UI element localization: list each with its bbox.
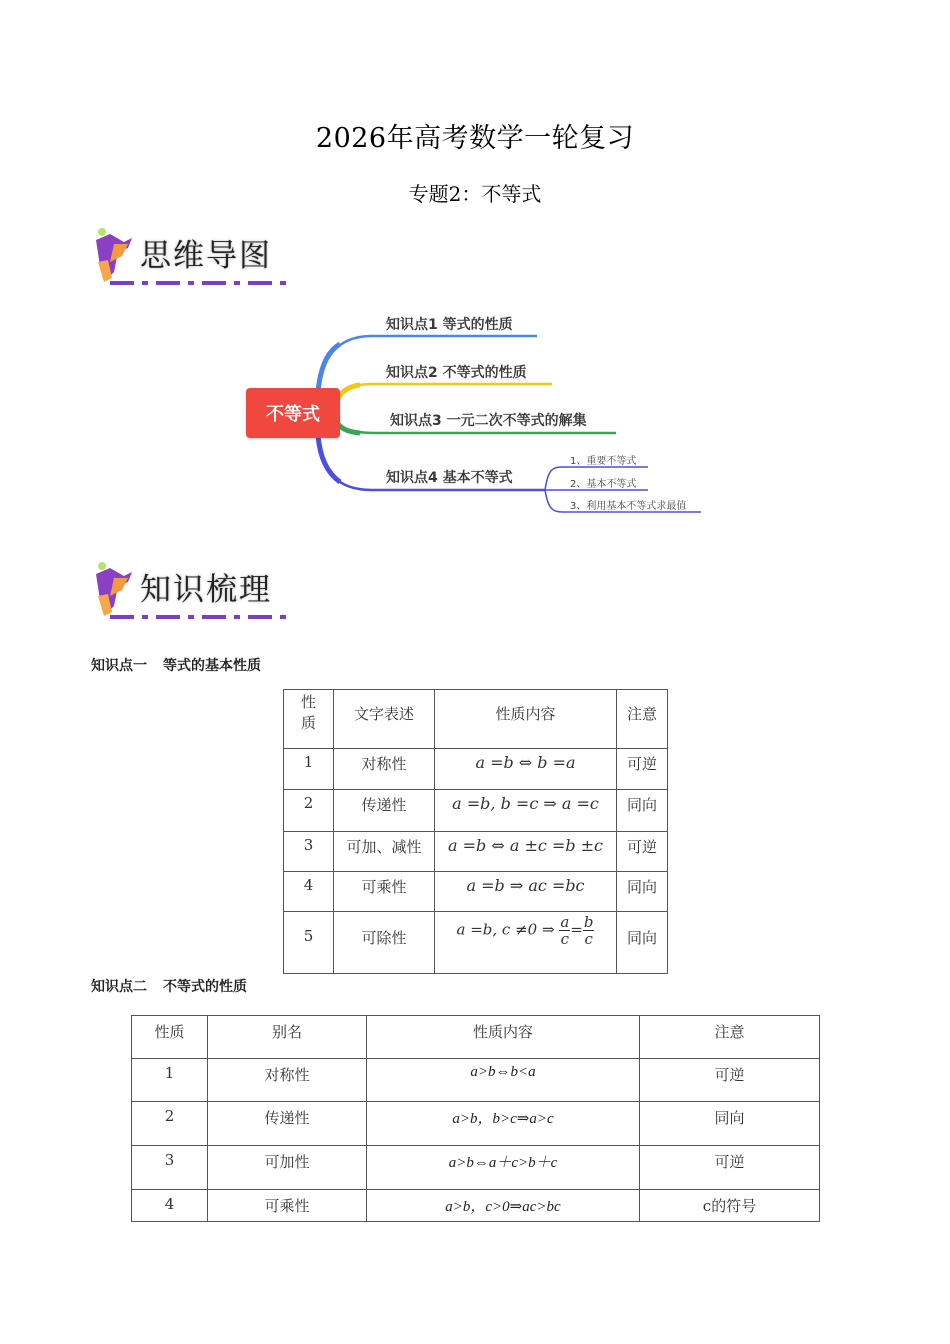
table-header-row [284,690,668,749]
cell-content: a =b, c ≠0 ⇒ $\frac{a}{c}$ = $\frac{b}{c}$ [435,912,617,974]
mindmap-subbranch-3: 3、利用基本不等式求最值 [570,501,687,512]
header-cell: 文字表述 [334,690,435,749]
cell-name: 可加性 [208,1146,367,1190]
section-2-prefix: 知识点二 [91,979,147,995]
cell-note: 同向 [617,872,668,912]
table-row [284,790,668,832]
mindmap-branch-1: 知识点1 等式的性质 [386,317,513,333]
header-cell: 性质 [284,690,334,749]
mindmap-banner-title: 思维导图 [140,238,272,274]
cell-content: a>b⇔b<a [367,1059,640,1102]
cell-number: 2 [132,1102,208,1146]
cell-note: 可逆 [617,749,668,790]
section-2-heading [91,976,247,996]
header-cell: 性质 [132,1016,208,1059]
section-1-heading [91,655,261,675]
knowledge-banner [88,556,308,626]
knowledge-banner-title: 知识梳理 [140,572,272,608]
cell-number: 3 [284,832,334,872]
mindmap-connectors [0,0,950,540]
cell-content: a>b，b>c⇒a>c [367,1102,640,1146]
cell-name: 可除性 [334,912,435,974]
table-row [284,912,668,974]
cell-name: 对称性 [208,1059,367,1102]
section-1-title: 等式的基本性质 [163,658,261,674]
cell-name: 对称性 [334,749,435,790]
cell-number: 1 [132,1059,208,1102]
cell-content: a =b ⇒ ac =bc [435,872,617,912]
mindmap-branch-4: 知识点4 基本不等式 [386,470,513,486]
cell-content: a =b ⇔ a ±c =b ±c [435,832,617,872]
mindmap-root-node: 不等式 [246,388,340,438]
cell-number: 4 [284,872,334,912]
fraction-a-over-c: $\frac{a}{c}$ [560,913,570,948]
cell-number: 1 [284,749,334,790]
cell-name: 传递性 [208,1102,367,1146]
document-title: 2026年高考数学一轮复习 [315,123,635,154]
cell-note: 可逆 [640,1146,820,1190]
header-cell: 性质内容 [367,1016,640,1059]
section-1-prefix: 知识点一 [91,658,147,674]
formula-prefix: a =b, c ≠0 ⇒ [456,920,560,939]
header-cell: 注意 [640,1016,820,1059]
cell-content: a>b⇔a＋c>b＋c [367,1146,640,1190]
table-row [284,749,668,790]
cell-note: 同向 [640,1102,820,1146]
header-cell: 注意 [617,690,668,749]
table-row [132,1146,820,1190]
section-2-title: 不等式的性质 [163,979,247,995]
header-cell: 性质内容 [435,690,617,749]
cell-note: 同向 [617,912,668,974]
cell-name: 可乘性 [334,872,435,912]
cell-name: 可加、减性 [334,832,435,872]
table-row [132,1059,820,1102]
table-header-row [132,1016,820,1059]
cell-content: a>b，c>0⇒ac>bc [367,1190,640,1222]
mindmap-branch-2: 知识点2 不等式的性质 [386,365,527,381]
header-cell: 别名 [208,1016,367,1059]
table-row [284,832,668,872]
cell-content: a =b, b =c ⇒ a =c [435,790,617,832]
mindmap-subbranch-2: 2、基本不等式 [570,479,637,490]
cell-note: 可逆 [617,832,668,872]
table-row [132,1190,820,1222]
cell-number: 3 [132,1146,208,1190]
cell-number: 2 [284,790,334,832]
cell-number: 5 [284,912,334,974]
mindmap [0,0,950,540]
document-subtitle: 专题2：不等式 [408,182,542,206]
equality-properties-table [283,689,668,974]
cell-number: 4 [132,1190,208,1222]
inequality-properties-table [131,1015,820,1222]
mindmap-branch-3: 知识点3 一元二次不等式的解集 [390,413,587,429]
cell-note: 同向 [617,790,668,832]
cell-note: 可逆 [640,1059,820,1102]
cell-name: 可乘性 [208,1190,367,1222]
cell-content: a =b ⇔ b =a [435,749,617,790]
cell-name: 传递性 [334,790,435,832]
table-row [284,872,668,912]
cell-note: c的符号 [640,1190,820,1222]
fraction-b-over-c: $\frac{b}{c}$ [583,913,594,948]
mindmap-subbranch-1: 1、重要不等式 [570,456,637,467]
dashed-divider [110,615,288,619]
table-row [132,1102,820,1146]
